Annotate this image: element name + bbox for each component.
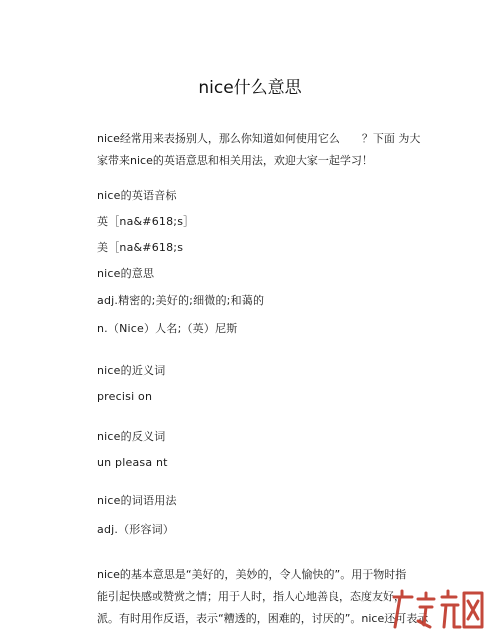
usage-part-of-speech: adj.（形容词）	[97, 523, 175, 536]
synonym-heading: nice的近义词	[97, 364, 166, 377]
intro-paragraph	[97, 128, 437, 172]
document-title: nice什么意思	[198, 78, 302, 98]
meaning-n: n.（Nice）人名;（英）尼斯	[97, 322, 238, 335]
phonetic-heading: nice的英语音标	[97, 189, 177, 202]
phonetic-us: 美［na&#618;s	[97, 241, 184, 254]
antonym-word: un pleasa nt	[97, 456, 168, 469]
usage-heading: nice的词语用法	[97, 494, 177, 507]
usage-line-3: 派。有时用作反语，表示“糟透的，困难的，讨厌的”。nice还可表示	[97, 612, 429, 625]
usage-line-2: 能引起快感或赞赏之情；用于人时，指人心地善良，态度友好，	[97, 590, 405, 603]
intro-line-2: 家带来nice的英语意思和相关用法，欢迎大家一起学习！	[97, 154, 373, 167]
meaning-heading: nice的意思	[97, 267, 155, 280]
synonym-word: precisi on	[97, 390, 153, 403]
meaning-adj: adj.精密的;美好的;细微的;和蔼的	[97, 294, 265, 307]
antonym-heading: nice的反义词	[97, 430, 166, 443]
intro-line-1: nice经常用来表扬别人，那么你知道如何使用它么 ？下面 为大	[97, 132, 421, 145]
watermark-logo	[390, 587, 486, 633]
usage-line-1: nice的基本意思是“美好的，美妙的，令人愉快的”。用于物时指	[97, 568, 407, 581]
usage-paragraph	[97, 564, 437, 630]
phonetic-uk: 英［na&#618;s］	[97, 215, 195, 228]
